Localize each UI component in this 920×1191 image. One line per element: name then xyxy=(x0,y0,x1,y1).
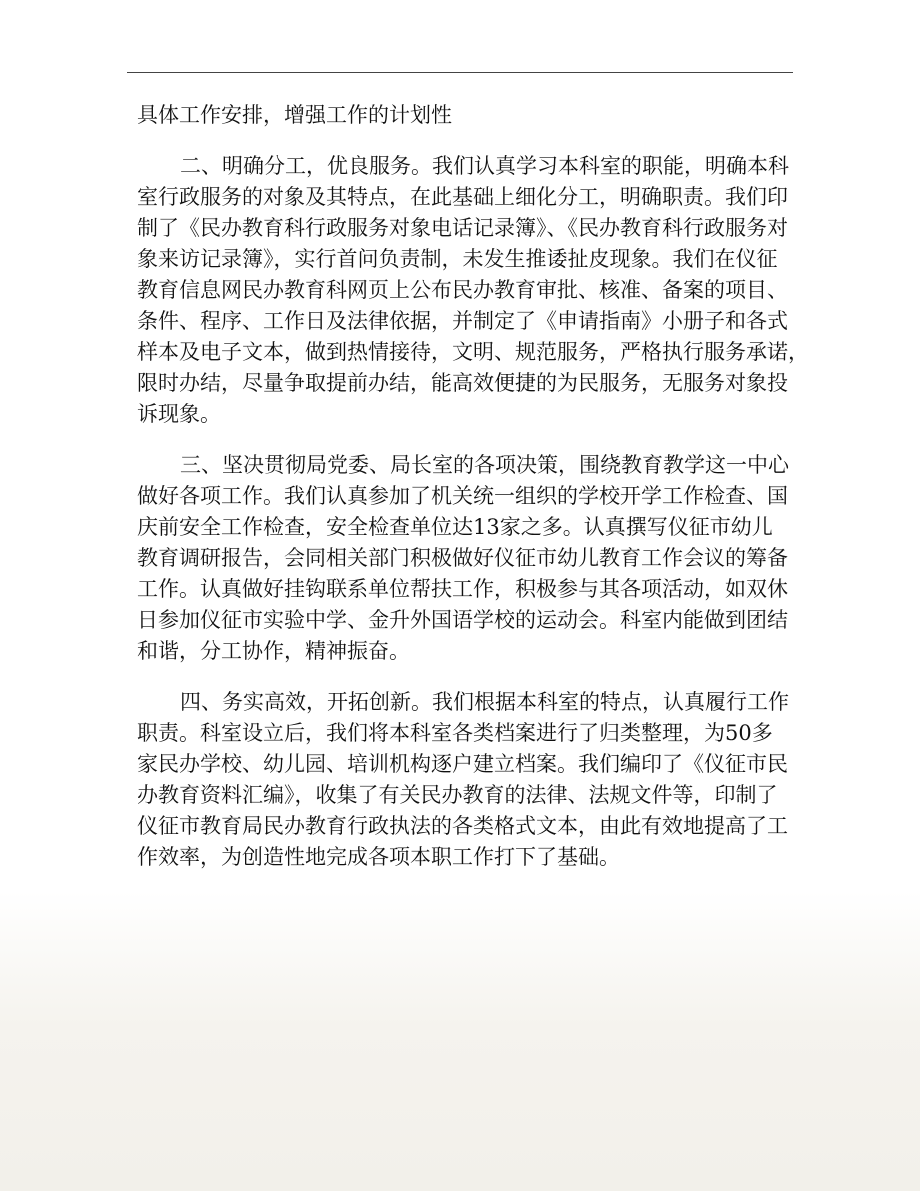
paragraph-4-heading-line: 四、务实高效，开拓创新。我们根据本科室的特点，认真履行工作 xyxy=(180,690,789,714)
text-line: 样本及电子文本，做到热情接待，文明、规范服务，严格执行服务承诺， xyxy=(137,340,809,364)
text-line: 象来访记录簿》，实行首问负责制，未发生推诿扯皮现象。我们在仪征 xyxy=(137,247,778,271)
page-shadow xyxy=(0,891,920,1191)
text-line: 诉现象。 xyxy=(137,402,221,426)
text-line: 具体工作安排，增强工作的计划性 xyxy=(137,103,452,127)
text-line: 制了《民办教育科行政服务对象电话记录簿》、《民办教育科行政服务对 xyxy=(137,216,788,240)
paragraph-3-heading-line: 三、坚决贯彻局党委、局长室的各项决策，围绕教育教学这一中心 xyxy=(180,453,789,477)
text-line: 办教育资料汇编》，收集了有关民办教育的法律、法规文件等，印制了 xyxy=(137,783,778,807)
text-line: 教育信息网民办教育科网页上公布民办教育审批、核准、备案的项目、 xyxy=(137,278,788,302)
text-line: 条件、程序、工作日及法律依据，并制定了《申请指南》小册子和各式 xyxy=(137,309,788,333)
text-line: 室行政服务的对象及其特点，在此基础上细化分工，明确职责。我们印 xyxy=(137,185,788,209)
text-line: 限时办结，尽量争取提前办结，能高效便捷的为民服务，无服务对象投 xyxy=(137,371,788,395)
document-body xyxy=(137,100,809,873)
text-line: 仪征市教育局民办教育行政执法的各类格式文本，由此有效地提高了工 xyxy=(137,814,788,838)
text-line: 和谐，分工协作，精神振奋。 xyxy=(137,639,410,663)
text-line: 职责。科室设立后，我们将本科室各类档案进行了归类整理，为50多 xyxy=(137,721,773,745)
text-line: 作效率，为创造性地完成各项本职工作打下了基础。 xyxy=(137,845,620,869)
text-line: 日参加仪征市实验中学、金升外国语学校的运动会。科室内能做到团结 xyxy=(137,608,788,632)
text-line: 教育调研报告，会同相关部门积极做好仪征市幼儿教育工作会议的筹备 xyxy=(137,546,788,570)
text-line: 家民办学校、幼儿园、培训机构逐户建立档案。我们编印了《仪征市民 xyxy=(137,752,788,776)
text-line: 庆前安全工作检查，安全检查单位达13家之多。认真撰写仪征市幼儿 xyxy=(137,515,773,539)
paragraph-2-heading-line: 二、明确分工，优良服务。我们认真学习本科室的职能，明确本科 xyxy=(180,154,789,178)
header-divider xyxy=(127,72,793,73)
text-line: 工作。认真做好挂钩联系单位帮扶工作，积极参与其各项活动，如双休 xyxy=(137,577,788,601)
text-line: 做好各项工作。我们认真参加了机关统一组织的学校开学工作检查、国 xyxy=(137,484,788,508)
